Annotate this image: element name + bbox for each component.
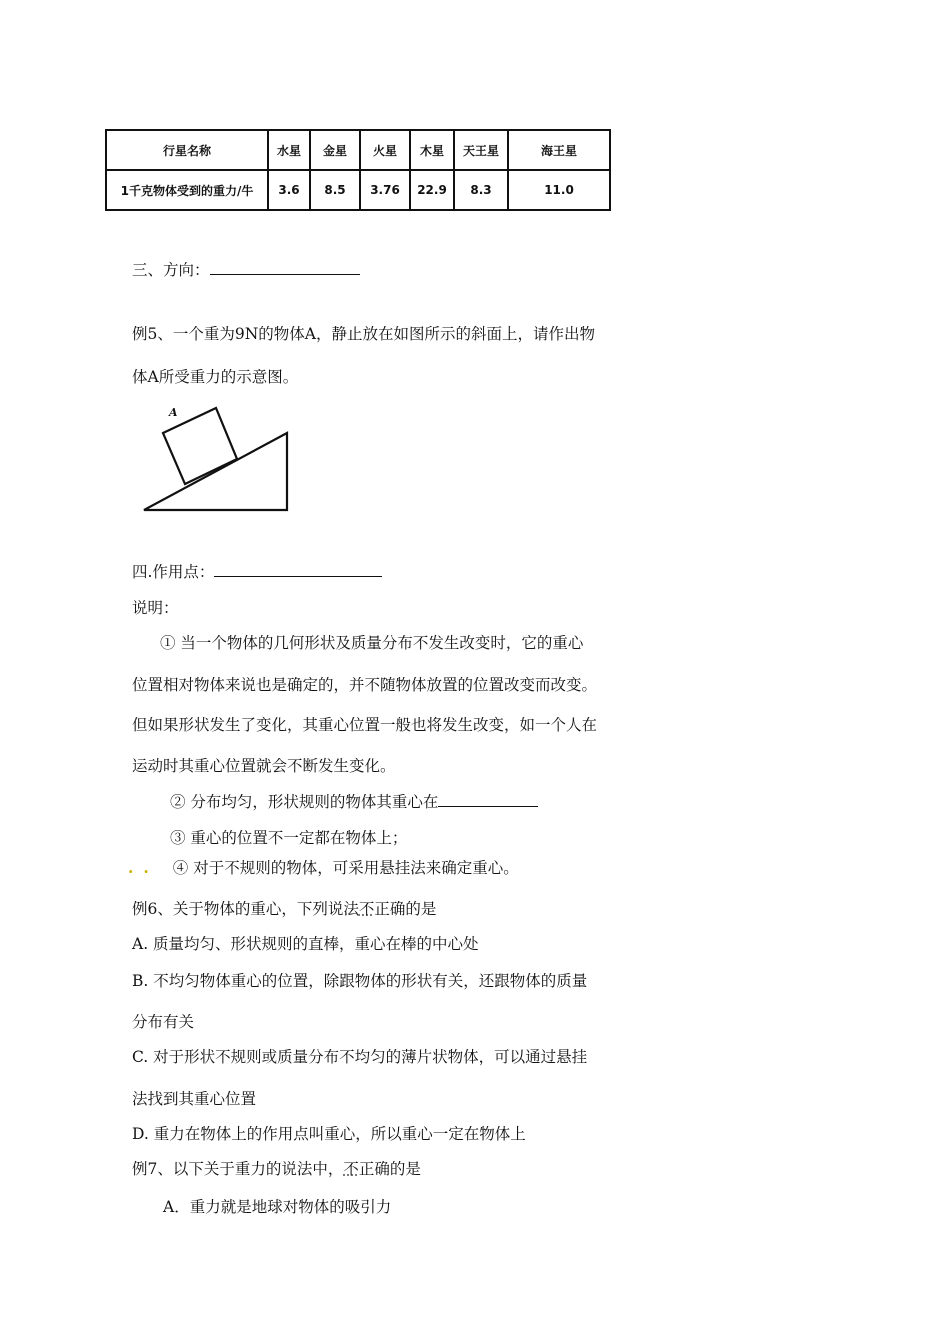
table-cell: 8.3 (454, 170, 508, 210)
table-cell: 行星名称 (106, 130, 268, 170)
example6-option-c-line2: 法找到其重心位置 (132, 1090, 257, 1108)
section-direction-label: 三、方向： (132, 261, 210, 279)
note1-line3: 但如果形状发生了变化，其重心位置一般也将发生改变，如一个人在 (132, 716, 598, 734)
incline-diagram (140, 400, 300, 515)
example6-option-d: D. 重力在物体上的作用点叫重心，所以重心一定在物体上 (132, 1125, 526, 1143)
note4 (128, 857, 519, 879)
example6-option-a: A. 质量均匀、形状规则的直棒，重心在棒的中心处 (132, 935, 479, 953)
example6-option-b-line1: B. 不均匀物体重心的位置，除跟物体的形状有关，还跟物体的质量 (132, 972, 588, 990)
example7-option-a: A．重力就是地球对物体的吸引力 (163, 1198, 392, 1216)
answer-blank (214, 560, 382, 577)
table-row (106, 170, 610, 210)
stem-text: 例7、以下关于重力的说法中， (132, 1160, 344, 1178)
example5-line1: 例5、一个重为9N的物体A，静止放在如图所示的斜面上，请作出物 (132, 325, 595, 343)
incline-figure (140, 400, 300, 519)
table-cell: 木星 (410, 130, 454, 170)
note1-line2: 位置相对物体来说也是确定的，并不随物体放置的位置改变而改变。 (132, 676, 598, 694)
stem-text: 正确的是 (358, 1160, 421, 1178)
example6-stem (132, 898, 436, 920)
table-cell: 22.9 (410, 170, 454, 210)
example5-line2: 体A所受重力的示意图。 (132, 368, 299, 386)
table-cell: 海王星 (508, 130, 610, 170)
table-cell: 天王星 (454, 130, 508, 170)
stem-emphasis: 不 (358, 900, 375, 918)
stem-text: 正确的是 (374, 900, 437, 918)
answer-blank (438, 790, 538, 807)
block-label: A (169, 406, 178, 419)
example7-stem (132, 1158, 421, 1180)
stem-emphasis: 不 (343, 1160, 359, 1178)
note2-text: ② 分布均匀，形状规则的物体其重心在 (170, 793, 439, 811)
table-header-row (106, 130, 610, 170)
example6-option-b-line2: 分布有关 (132, 1013, 195, 1031)
planet-gravity-table (105, 129, 611, 211)
section-direction (132, 258, 360, 281)
incline-triangle (144, 433, 287, 510)
note2 (170, 790, 538, 813)
note-label: 说明： (132, 599, 179, 617)
table-cell: 火星 (360, 130, 410, 170)
table-cell: 11.0 (508, 170, 610, 210)
note1-line4: 运动时其重心位置就会不断发生变化。 (132, 757, 396, 775)
table-cell: 3.6 (268, 170, 310, 210)
table-cell: 1千克物体受到的重力/牛 (106, 170, 268, 210)
decor-dots: .. (128, 858, 159, 877)
block-a (163, 408, 237, 484)
table-cell: 金星 (310, 130, 360, 170)
table-cell: 8.5 (310, 170, 360, 210)
example6-option-c-line1: C. 对于形状不规则或质量分布不均匀的薄片状物体，可以通过悬挂 (132, 1048, 588, 1066)
table-cell: 水星 (268, 130, 310, 170)
section-point (132, 560, 382, 583)
section-point-label: 四.作用点： (132, 563, 215, 581)
note3: ③ 重心的位置不一定都在物体上； (170, 829, 408, 847)
answer-blank (210, 258, 360, 275)
table-cell: 3.76 (360, 170, 410, 210)
note4-text: ④ 对于不规则的物体，可采用悬挂法来确定重心。 (172, 859, 519, 877)
stem-text: 例6、关于物体的重心，下列说法 (132, 900, 359, 918)
note1-line1: ① 当一个物体的几何形状及质量分布不发生改变时，它的重心 (160, 634, 584, 652)
